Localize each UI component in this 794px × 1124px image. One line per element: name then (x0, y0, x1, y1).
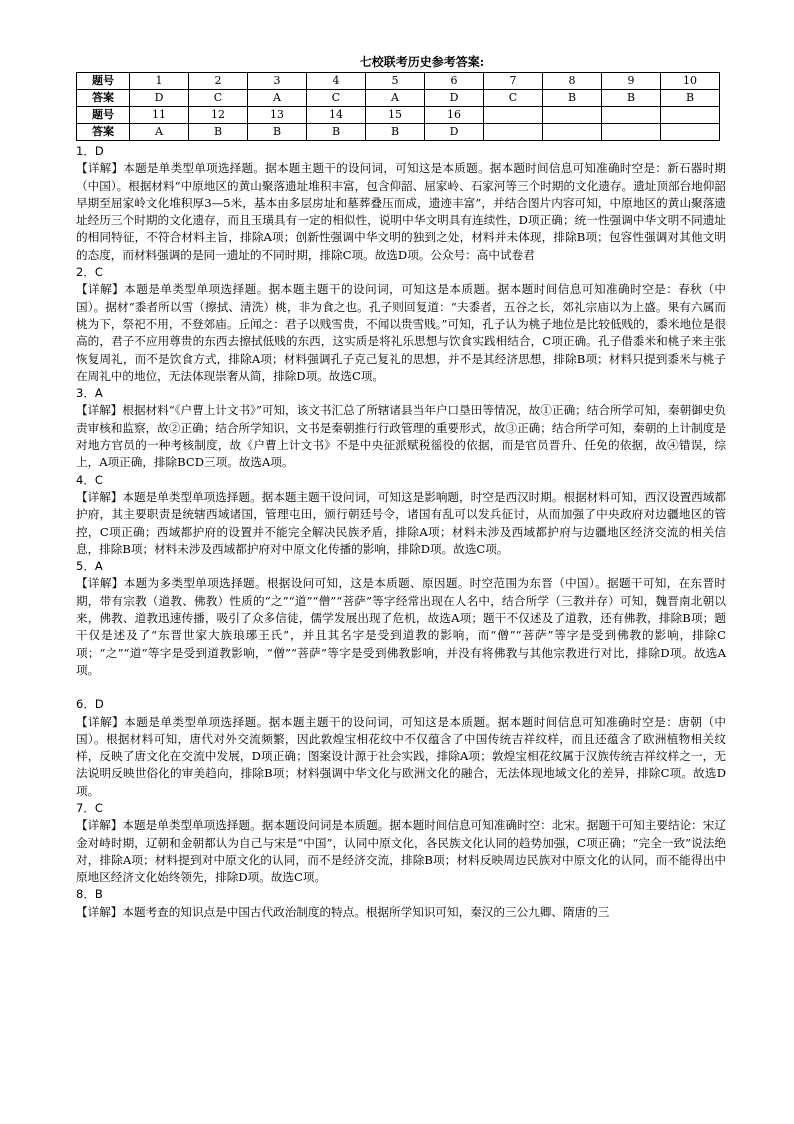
table-cell: B (307, 124, 366, 141)
explanation-item (76, 385, 726, 471)
table-cell: B (661, 90, 720, 107)
table-cell: 11 (130, 107, 189, 124)
question-answer-number: 1．D (76, 144, 104, 158)
explanation-item (76, 143, 726, 264)
table-cell: 16 (425, 107, 484, 124)
table-cell: 1 (130, 73, 189, 90)
table-cell: 15 (366, 107, 425, 124)
question-answer-number: 2．C (76, 265, 103, 280)
table-cell: B (248, 124, 307, 141)
table-cell: 12 (189, 107, 248, 124)
explanation-item (76, 472, 726, 558)
row-header: 题号 (77, 107, 130, 124)
explanation-text: 【详解】本题是单类型单项选择题。据本题设问词是本质题。据本题时间信息可知准确时空：北宋。据题干可知主要结论：宋辽金对峙时期，辽朝和金朝都认为自己与宋是“中国”，认同中原文化，各民族文化认同的趋势加强，C项正确；“完全一致”说法绝对，排除A项；材料提到对中原文化的认同，而不是经济交流，排除B项；材料反映周边民族对中原文化的认同，而不能得出中原地区经济文化始终领先，排除D项。故选C项。 (76, 818, 726, 885)
table-row (77, 90, 720, 107)
explanation-item (76, 558, 726, 696)
table-cell: C (189, 90, 248, 107)
explanation-text: 【详解】本题为多类型单项选择题。根据设问可知，这是本质题、原因题。时空范围为东晋（中国）。据题干可知，在东晋时期，带有宗教（道教、佛教）性质的“之”“道”“僧”“菩萨”等字经常出现在人名中，结合所学（三教并存）可知，魏晋南北朝以来，佛教、道教迅速传播，吸引了众多信徒，儒学发展出现了危机，故选A项；题干不仅述及了道教，还有佛教，排除B项；题干仅是述及了“东晋世家大族琅琊王氏”，并且其名字是受到道教的影响，而“僧”“菩萨”等字是受到佛教的影响，排除C项；“之”“道”等字是受到道教影响，“僧”“菩萨”等字是受到佛教影响，并没有将佛教与其他宗教进行对比，排除D项。故选A项。 (76, 576, 726, 677)
table-cell: 14 (307, 107, 366, 124)
explanation-item (76, 696, 726, 800)
question-answer-number: 3．A (76, 386, 103, 401)
row-header: 答案 (77, 90, 130, 107)
question-answer-number: 7．C (76, 800, 103, 815)
question-answer-number: 8．B (76, 887, 103, 902)
answer-table (76, 72, 720, 141)
row-header: 题号 (77, 73, 130, 90)
table-cell: 2 (189, 73, 248, 90)
explanation-item (76, 800, 726, 886)
table-cell: 7 (484, 73, 543, 90)
explanation-text: 【详解】本题是单类型单项选择题。据本题主题干的设问词，可知这是本质题。据本题时间信息可知准确时空是：唐朝（中国）。根据材料可知，唐代对外交流频繁，因此敦煌宝相花纹中不仅蕴含了中国传统吉祥纹样，而且还蕴含了欧洲植物相关纹样，反映了唐文化在交流中发展，D项正确；图案设计源于社会实践，排除A项；敦煌宝相花纹属于汉族传统吉祥纹样之一，无法说明反映世俗化的审美趋向，排除B项；材料强调中华文化与欧洲文化的融合，无法体现地域文化的差异，排除C项。故选D项。 (76, 714, 726, 798)
explanation-text: 【详解】本题是单类型单项选择题。据本题主题干设问词，可知这是影响题，时空是西汉时期。根据材料可知，西汉设置西域都护府，其主要职责是统辖西域诸国，管理屯田，颁行朝廷号令，诸国有乱可以发兵征讨，从而加强了中央政府对边疆地区的管控，C项正确；西域都护府的设置并不能完全解决民族矛盾，排除A项；材料未涉及西域都护府与边疆地区经济交流的相关信息，排除B项；材料未涉及西域都护府对中原文化传播的影响，排除D项。故选C项。 (76, 489, 726, 556)
table-cell: 6 (425, 73, 484, 90)
row-header: 答案 (77, 124, 130, 141)
table-cell: 8 (543, 73, 602, 90)
table-cell: C (484, 90, 543, 107)
explanation-text: 【详解】根据材料“《户曹上计文书》”可知，该文书汇总了所辖诸县当年户口垦田等情况，故①正确；结合所学可知，秦朝御史负责审核和监察，故②正确；结合所学知识，文书是秦朝推行行政管理的重要形式，故③正确；结合所学可知，秦朝的上计制度是对地方官员的一种考核制度，故《户曹上计文书》不是中央征派赋税徭役的依据，而是官员晋升、任免的依据，故④错误，综上，A项正确，排除BCD三项。故选A项。 (76, 403, 726, 470)
table-cell: B (189, 124, 248, 141)
explanation-item (76, 886, 726, 921)
blank-line (76, 679, 726, 696)
table-cell: A (248, 90, 307, 107)
table-cell: D (425, 90, 484, 107)
table-cell (602, 124, 661, 141)
explanation-text: 【详解】本题是单类型单项选择题。据本题主题干的设问词，可知这是本质题。据本题时间信息可知准确时空是：新石器时期（中国）。根据材料“中原地区的黄山聚落遗址堆积丰富，包含仰韶、屈家岭、石家河等三个时期的文化遗存。遗址顶部台地仰韶早期至屈家岭文化堆积厚3—5米，基本由多层房址和墓葬叠压而成，遗迹丰富”，并结合图片内容可知，中原地区的黄山聚落遗址经历三个时期的文化遗存，而且玉璜具有一定的相似性，说明中华文明具有连续性，D项正确；统一性强调中华文明不同遗址的相同特征，不符合材料主旨，排除A项；创新性强调中华文明的独到之处，材料并未体现，排除B项；包容性强调对其他文明的态度，而材料强调的是同一遗址的不同时期，排除C项。故选D项。公众号：高中试卷君 (76, 161, 726, 262)
table-cell (484, 107, 543, 124)
table-cell (543, 124, 602, 141)
question-answer-number: 5．A (76, 559, 103, 574)
table-cell: C (307, 90, 366, 107)
page-title: 七校联考历史参考答案: (359, 55, 485, 69)
question-answer-number: 6．D (76, 697, 104, 712)
table-cell: 4 (307, 73, 366, 90)
table-cell (543, 107, 602, 124)
table-cell: B (366, 124, 425, 141)
table-cell: 3 (248, 73, 307, 90)
explanation-text: 【详解】本题考查的知识点是中国古代政治制度的特点。根据所学知识可知，秦汉的三公九卿、隋唐的三 (76, 904, 610, 919)
table-cell: D (425, 124, 484, 141)
table-cell: 10 (661, 73, 720, 90)
table-cell: B (602, 90, 661, 107)
table-cell (602, 107, 661, 124)
table-cell (661, 124, 720, 141)
table-row (77, 124, 720, 141)
table-row (77, 73, 720, 90)
table-cell: 5 (366, 73, 425, 90)
table-cell: D (130, 90, 189, 107)
explanation-list (76, 143, 726, 921)
table-cell: 13 (248, 107, 307, 124)
table-cell: B (543, 90, 602, 107)
explanation-text: 【详解】本题是单类型单项选择题。据本题主题干的设问词，可知这是本质题。据本题时间信息可知准确时空是：春秋（中国）。据材“黍者所以雪（擦拭、清洗）桃，非为食之也。孔子则回复道：“夫黍者，五谷之长，郊礼宗庙以为上盛。果有六属而桃为下，祭祀不用，不登郊庙。丘闻之：君子以贱雪贵，不闻以贵雪贱。”可知，孔子认为桃子地位是比较低贱的，黍米地位是很高的，君子不应用尊贵的东西去擦拭低贱的东西，这实质是将礼乐思想与饮食实践相结合，C项正确。孔子借黍米和桃子来主张恢复周礼，而不是饮食方式，排除A项；材料强调孔子克己复礼的思想，并不是其经济思想，排除B项；材料只提到黍米与桃子在周礼中的地位，无法体现崇奢从简，排除D项。故选C项。 (76, 282, 726, 383)
table-cell: A (130, 124, 189, 141)
table-cell (484, 124, 543, 141)
answer-table-body (77, 73, 720, 141)
table-cell: A (366, 90, 425, 107)
table-cell (661, 107, 720, 124)
table-cell: 9 (602, 73, 661, 90)
question-answer-number: 4．C (76, 472, 103, 487)
explanation-item (76, 264, 726, 385)
table-row (77, 107, 720, 124)
